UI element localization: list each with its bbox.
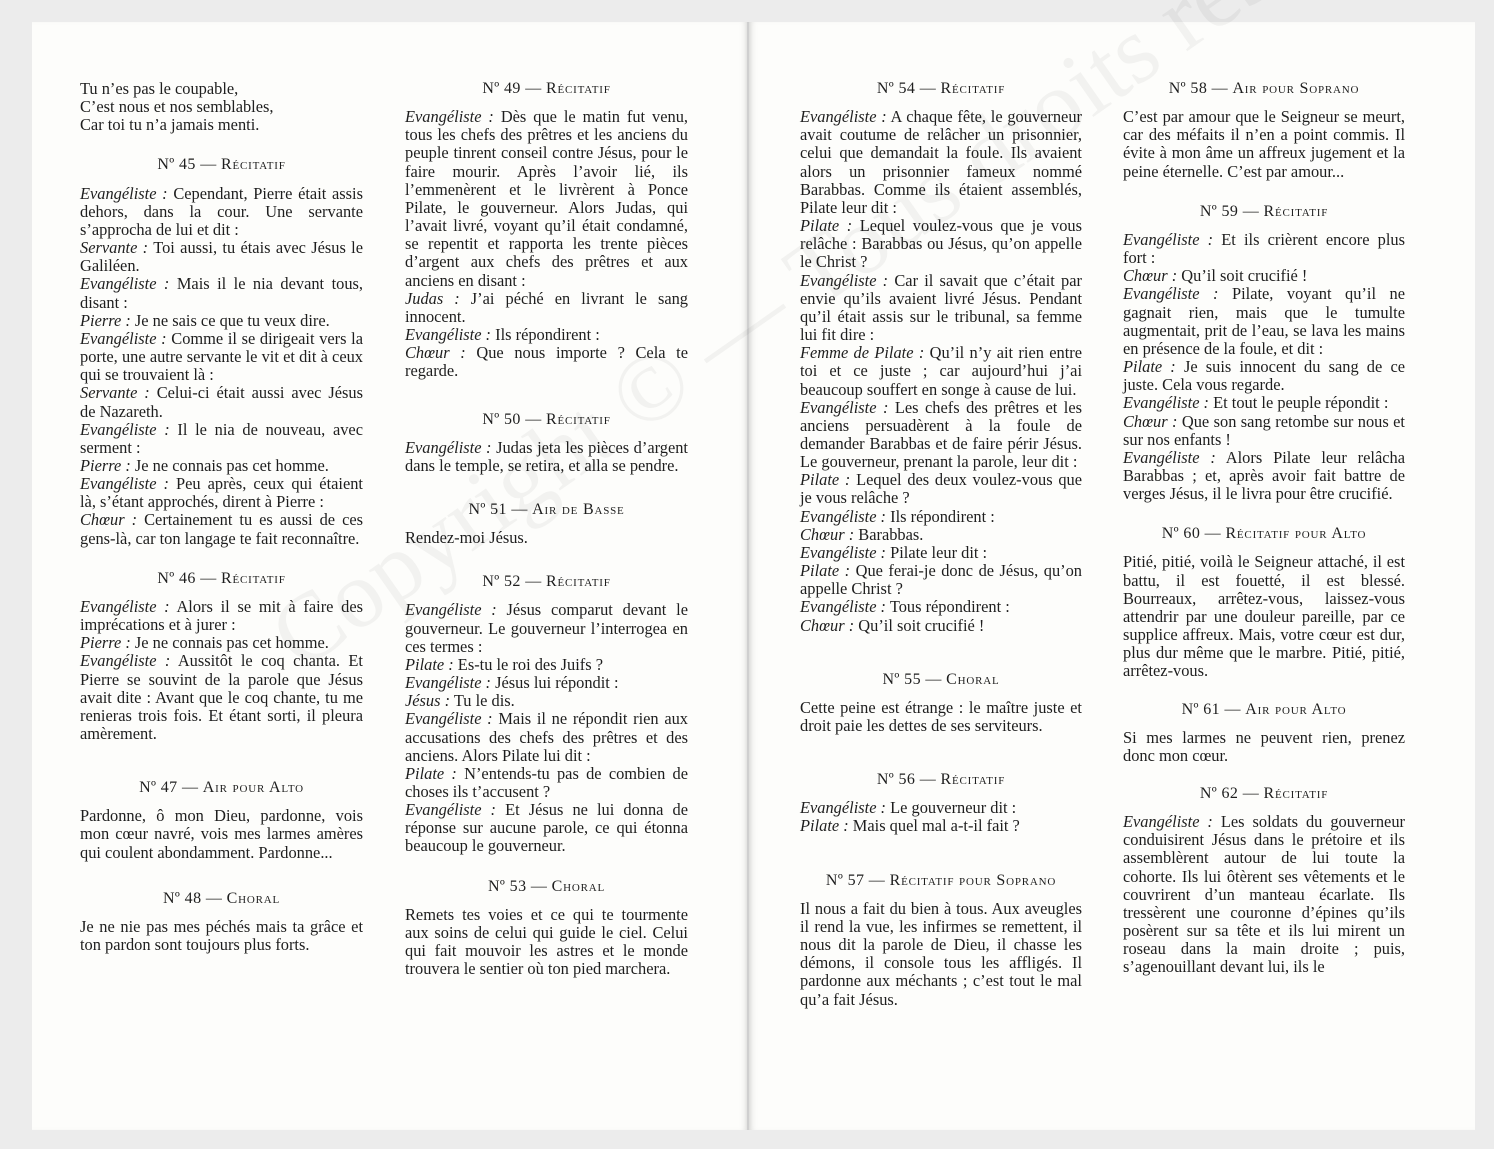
section-heading: Nº 52 — Récitatif	[482, 573, 611, 591]
verse-line: Tu n’es pas le coupable,	[80, 79, 239, 98]
section-body: C’est par amour que le Seigneur se meurt, car des méfaits il n’en a point commis. Il évite à mon âme un affreux jugement et la peine éternelle. C’est par amour...	[1123, 107, 1405, 181]
section-heading: Nº 47 — Air pour Alto	[139, 779, 304, 797]
section-heading: Nº 51 — Air de Basse	[468, 500, 625, 518]
section-body: Pardonne, ô mon Dieu, pardonne, vois mon cœur navré, vois mes larmes amères qui coulent abondamment. Pardonne...	[80, 806, 363, 862]
section-body: Evangéliste : A chaque fête, le gouverneur avait coutume de relâcher un prisonnier, celui que demandait la foule. Ils avaient alors un prisonnier fameux nommé Barabbas. Comme ils étaient assemblés, Pilate leur dit : Pilate : Lequel voulez-vous que je vous relâche : Barabbas ou Jésus, qu’on appelle le Christ ? Evangéliste : Car il savait que c’était par envie qu’ils avaient livré Jésus. Pendant qu’il était assis sur le tribunal, sa femme lui fit dire : Femme de Pilate : Qu’il n’y ait rien entre toi et ce juste ; car aujourd’hui j’ai beaucoup souffert en songe à cause de lui. Evangéliste : Les chefs des prêtres et les anciens persuadèrent à la foule de demander Barabbas et de faire périr Jésus. Le gouverneur, prenant la parole, leur dit : Pilate : Lequel des deux voulez-vous que je vous relâche ? Evangéliste : Ils répondirent : Chœur : Barabbas. Evangéliste : Pilate leur dit : Pilate : Que ferai-je donc de Jésus, qu’on appelle Christ ? Evangéliste : Tous répondirent : Chœur : Qu’il soit crucifié !	[800, 107, 1083, 635]
verse-line: Car toi tu n’a jamais menti.	[80, 115, 260, 135]
section-heading: Nº 59 — Récitatif	[1199, 202, 1329, 220]
section-47	[80, 779, 363, 862]
section-body: Rendez-moi Jésus.	[405, 528, 528, 548]
section-heading: Nº 54 — Récitatif	[876, 80, 1006, 97]
section-45	[80, 156, 363, 547]
section-heading: Nº 55 — Choral	[882, 670, 1000, 688]
section-59	[1123, 203, 1405, 504]
verse-block	[80, 80, 363, 134]
book-gutter	[747, 22, 749, 1130]
section-heading: Nº 48 — Choral	[162, 889, 281, 907]
section-body: Il nous a fait du bien à tous. Aux aveugles il rend la vue, les infirmes se remettent, il nous dit la parole de Dieu, il chasse les démons, il console tous les affligés. Il pardonne aux méchants ; c’est tout le mal qu’a fait Jésus.	[800, 898, 1082, 1009]
section-49	[405, 80, 688, 381]
section-body: Pitié, pitié, voilà le Seigneur attaché, il est battu, il est fouetté, il est blessé. Bourreaux, arrêtez-vous, laissez-vous attendrir par une douleur pareille, par ce supplice affreux. Mais, votre cœur est dur, plus dur même que le marbre. Pitié, pitié, arrêtez-vous.	[1123, 552, 1405, 681]
column-1	[80, 80, 363, 976]
section-52	[405, 573, 688, 855]
section-heading: Nº 57 — Récitatif pour Soprano	[825, 871, 1057, 889]
section-58	[1123, 80, 1405, 181]
section-60	[1123, 525, 1405, 680]
section-53	[405, 878, 688, 979]
section-body: Evangéliste : Dès que le matin fut venu, tous les chefs des prêtres et les anciens du peuple tinrent conseil contre Jésus, pour le faire mourir. Après l’avoir lié, ils l’emmenèrent et le livrèrent à Ponce Pilate, le gouverneur. Alors Judas, qui l’avait livré, voyant qu’il était condamné, se repentit et rapporta les trente pièces d’argent aux chefs des prêtres et aux anciens en disant : Judas : J’ai péché en livrant le sang innocent. Evangéliste : Ils répondirent : Chœur : Que nous importe ? Cela te regarde.	[405, 107, 688, 381]
section-heading: Nº 50 — Récitatif	[482, 410, 611, 428]
section-57	[800, 872, 1082, 1009]
section-56	[800, 771, 1082, 835]
section-heading: Nº 58 — Air pour Soprano	[1168, 80, 1360, 97]
section-heading: Nº 45 — Récitatif	[157, 156, 286, 174]
section-heading: Nº 46 — Récitatif	[157, 569, 286, 587]
section-51	[405, 501, 688, 547]
section-body: Si mes larmes ne peuvent rien, prenez donc mon cœur.	[1123, 727, 1405, 765]
section-heading: Nº 60 — Récitatif pour Alto	[1161, 525, 1367, 543]
section-heading: Nº 62 — Récitatif	[1199, 785, 1329, 802]
section-body: Evangéliste : Les soldats du gouverneur conduisirent Jésus dans le prétoire et ils assemblèrent autour de lui toute la cohorte. Ils lui ôtèrent ses vêtements et le couvrirent d’un manteau écarlate. Ils tressèrent une couronne d’épines qu’ils posèrent sur sa tête et ils lui mirent un roseau dans la main droite ; puis, s’agenouillant devant lui, ils le	[1123, 812, 1405, 977]
verse-line: C’est nous et nos semblables,	[80, 97, 274, 117]
section-body: Remets tes voies et ce qui te tourmente aux soins de celui qui guide le ciel. Celui qui fait mouvoir les astres et le monde trouvera le sentier où ton pied marchera.	[405, 904, 688, 979]
column-2	[405, 80, 688, 1000]
section-heading: Nº 61 — Air pour Alto	[1181, 700, 1347, 718]
section-46	[80, 570, 363, 743]
section-body: Evangéliste : Jésus comparut devant le gouverneur. Le gouverneur l’interrogea en ces termes : Pilate : Es-tu le roi des Juifs ? Evangéliste : Jésus lui répondit : Jésus : Tu le dis. Evangéliste : Mais il ne répondit rien aux accusations des chefs des prêtres et des anciens. Alors Pilate lui dit : Pilate : N’entends-tu pas de combien de choses ils t’accusent ? Evangéliste : Et Jésus ne lui donna de réponse sur aucune parole, ce qui étonna beaucoup le gouverneur.	[405, 600, 688, 856]
section-48	[80, 890, 363, 954]
section-61	[1123, 701, 1405, 765]
column-4	[1123, 80, 1405, 999]
section-body: Evangéliste : Judas jeta les pièces d’argent dans le temple, se retira, et alla se pendre.	[405, 437, 688, 475]
section-54	[800, 80, 1082, 635]
section-heading: Nº 56 — Récitatif	[876, 771, 1006, 789]
section-body: Cette peine est étrange : le maître juste et droit paie les dettes de ses serviteurs.	[800, 697, 1082, 735]
section-body: Evangéliste : Et ils crièrent encore plus fort : Chœur : Qu’il soit crucifié ! Evangéliste : Pilate, voyant qu’il ne gagnait rien, mais que le tumulte augmentait, prit de l’eau, se lava les mains en présence de la foule, et dit : Pilate : Je suis innocent du sang de ce juste. Cela vous regarde. Evangéliste : Et tout le peuple répondit : Chœur : Que son sang retombe sur nous et sur nos enfants ! Evangéliste : Alors Pilate leur relâcha Barabbas ; et, après avoir fait battre de verges Jésus, il le livra pour être crucifié.	[1123, 229, 1405, 504]
section-55	[800, 671, 1082, 735]
section-body: Evangéliste : Alors il se mit à faire des imprécations et à jurer : Pierre : Je ne connais pas cet homme. Evangéliste : Aussitôt le coq chanta. Et Pierre se souvint de la parole que Jésus avait dite : Avant que le coq chante, tu me renieras trois fois. Et étant sorti, il pleura amèrement.	[80, 596, 363, 743]
section-62	[1123, 785, 1405, 977]
section-heading: Nº 53 — Choral	[487, 877, 606, 895]
section-body: Evangéliste : Cependant, Pierre était assis dehors, dans la cour. Une servante s’approcha de lui et dit : Servante : Toi aussi, tu étais avec Jésus le Galiléen. Evangéliste : Mais il le nia devant tous, disant : Pierre : Je ne sais ce que tu veux dire. Evangéliste : Comme il se dirigeait vers la porte, une autre servante le vit et dit à ceux qui se trouvaient là : Servante : Celui-ci était aussi avec Jésus de Nazareth. Evangéliste : Il le nia de nouveau, avec serment : Pierre : Je ne connais pas cet homme. Evangéliste : Peu après, ceux qui étaient là, s’étant approchés, dirent à Pierre : Chœur : Certainement tu es aussi de ces gens-là, car ton langage te fait reconnaître.	[80, 183, 364, 548]
section-50	[405, 411, 688, 475]
section-body: Je ne nie pas mes péchés mais ta grâce et ton pardon sont toujours plus forts.	[80, 916, 363, 955]
section-body: Evangéliste : Le gouverneur dit : Pilate : Mais quel mal a-t-il fait ?	[800, 798, 1020, 836]
column-3	[800, 80, 1082, 1031]
section-heading: Nº 49 — Récitatif	[482, 80, 611, 97]
